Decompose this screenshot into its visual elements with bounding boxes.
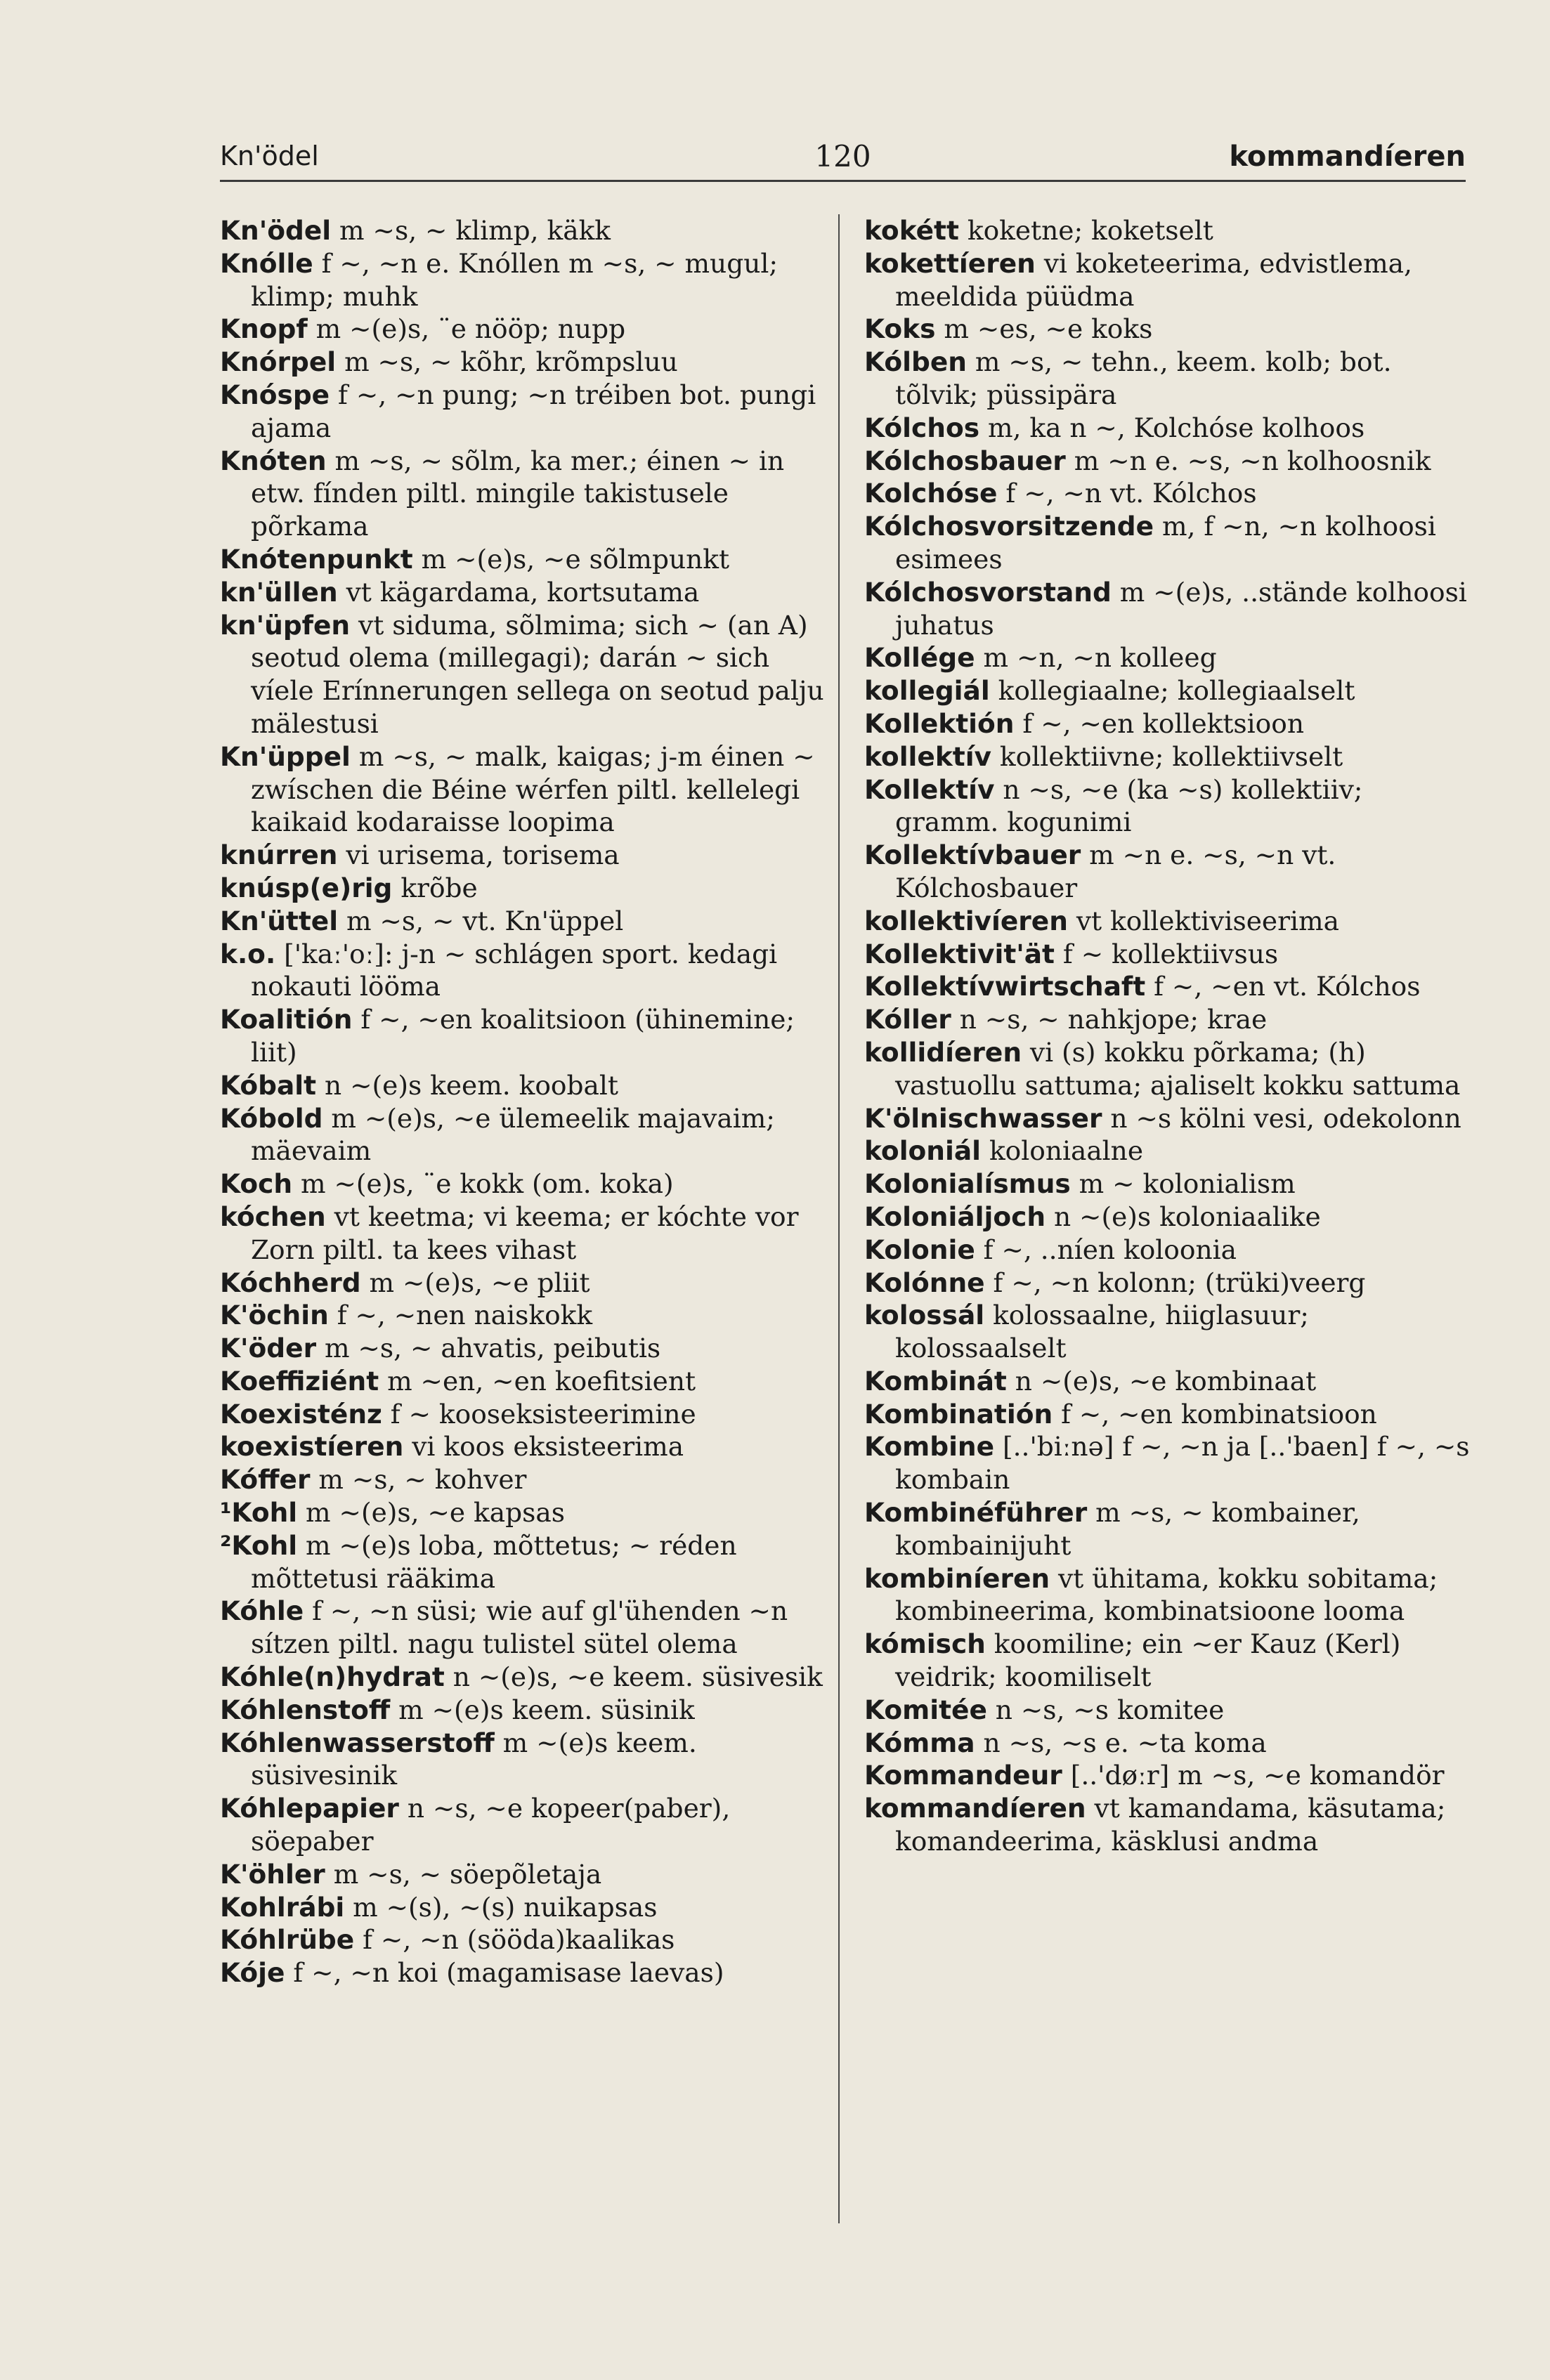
dictionary-entry	[220, 1102, 824, 1168]
dictionary-entry	[220, 1332, 824, 1365]
entry-definition: f ~, ~n vt. Kólchos	[997, 478, 1257, 509]
entry-headword: kóchen	[220, 1201, 326, 1232]
entry-definition: f ~, ~n e. Knóllen m ~s, ~ mugul; klimp; muhk	[251, 247, 778, 312]
dictionary-entry	[864, 1267, 1472, 1300]
page-header	[220, 138, 1466, 182]
entry-headword: Kóhlenstoff	[220, 1694, 391, 1725]
entry-headword: Knórpel	[220, 346, 337, 378]
entry-headword: Knopf	[220, 313, 308, 345]
dictionary-entry	[864, 412, 1472, 445]
entry-definition: f ~, ~en kombinatsioon	[1053, 1398, 1377, 1430]
entry-definition: koketne; koketselt	[958, 215, 1213, 246]
dictionary-entry	[864, 1792, 1472, 1858]
entry-definition: vi koketeerima, edvistlema, meeldida püüdma	[895, 247, 1412, 312]
entry-headword: Kólchosvorstand	[864, 576, 1112, 608]
entry-definition: f ~, ~n pung; ~n tréiben bot. pungi ajama	[251, 379, 816, 443]
entry-definition: m ~(e)s, ¨e nööp; nupp	[307, 313, 626, 345]
dictionary-entry	[220, 1529, 824, 1595]
entry-definition: m ~s, ~ söepõletaja	[325, 1858, 602, 1890]
dictionary-entry	[220, 905, 824, 938]
entry-definition: m ~(e)s keem. süsinik	[390, 1694, 695, 1725]
entry-definition: m ~(e)s, ¨e kokk (om. koka)	[292, 1168, 674, 1200]
dictionary-entry	[220, 1299, 824, 1332]
dictionary-entry	[864, 707, 1472, 740]
entry-headword: K'öchin	[220, 1300, 329, 1331]
dictionary-entry	[864, 970, 1472, 1003]
dictionary-entry	[864, 641, 1472, 674]
dictionary-entry	[220, 1956, 824, 1989]
entry-headword: Kólchos	[864, 412, 980, 443]
entry-headword: Koexisténz	[220, 1398, 382, 1430]
entry-headword: Kólchosvorsitzende	[864, 511, 1154, 542]
entry-headword: Kóbold	[220, 1102, 323, 1134]
dictionary-entry	[864, 1727, 1472, 1760]
entry-headword: kollektivíeren	[864, 905, 1068, 936]
entry-definition: m ~n, ~n kolleeg	[975, 642, 1217, 674]
entry-headword: kommandíeren	[864, 1793, 1086, 1824]
entry-headword: knúrren	[220, 839, 338, 871]
entry-definition: m ~(e)s, ~e sõlmpunkt	[412, 543, 730, 575]
dictionary-entry	[220, 1463, 824, 1496]
entry-headword: Knóten	[220, 445, 327, 476]
entry-headword: Kóller	[864, 1004, 951, 1035]
entry-definition: m ~n e. ~s, ~n kolhoosnik	[1065, 445, 1431, 476]
entry-headword: Knótenpunkt	[220, 543, 413, 575]
dictionary-entry	[864, 346, 1472, 412]
dictionary-entry	[864, 839, 1472, 905]
entry-definition: n ~s, ~s komitee	[986, 1694, 1225, 1725]
entry-definition: vt keetma; vi keema; er kóchte vor Zorn piltl. ta kees vihast	[251, 1201, 799, 1265]
entry-definition: m ~s, ~ ahvatis, peibutis	[316, 1333, 661, 1364]
entry-definition: f ~, ~n kolonn; (trüki)veerg	[984, 1267, 1366, 1298]
entry-definition: koomiline; ein ~er Kauz (Kerl) veidrik; koomiliselt	[895, 1628, 1401, 1693]
dictionary-entry	[220, 1003, 824, 1069]
entry-headword: Kollektión	[864, 707, 1015, 739]
entry-definition: n ~s, ~e (ka ~s) kollektiiv; gramm. kogunimi	[895, 773, 1363, 838]
entry-headword: Kollektivit'ät	[864, 938, 1055, 969]
dictionary-entry	[864, 1694, 1472, 1727]
dictionary-entry	[220, 1891, 824, 1924]
right-column	[864, 214, 1472, 1858]
dictionary-entry	[220, 1168, 824, 1201]
entry-headword: K'öhler	[220, 1858, 325, 1890]
entry-definition: vi koos eksisteerima	[403, 1431, 684, 1463]
dictionary-entry	[864, 1628, 1472, 1694]
entry-headword: Kollektívwirtschaft	[864, 971, 1146, 1002]
entry-headword: Koloniáljoch	[864, 1201, 1046, 1232]
entry-definition: ['kaː'oː]: j-n ~ schlágen sport. kedagi nokauti lööma	[251, 938, 778, 1002]
dictionary-entry	[864, 477, 1472, 510]
header-first-entry: Kn'ödel	[220, 140, 319, 171]
entry-definition: kolossaalne, hiiglasuur; kolossaalselt	[895, 1300, 1309, 1364]
dictionary-entry	[220, 1595, 824, 1661]
dictionary-entry	[220, 1430, 824, 1463]
entry-headword: Kombinatión	[864, 1398, 1053, 1430]
entry-headword: Kóje	[220, 1957, 285, 1989]
dictionary-entry	[220, 609, 824, 740]
dictionary-entry	[864, 1398, 1472, 1431]
entry-headword: Knóspe	[220, 379, 330, 410]
entry-headword: Kombinéführer	[864, 1497, 1088, 1529]
dictionary-entry	[220, 1661, 824, 1694]
dictionary-entry	[220, 839, 824, 872]
entry-definition: f ~ kollektiivsus	[1054, 938, 1279, 969]
entry-definition: m ~(e)s, ~e kapsas	[297, 1497, 565, 1529]
dictionary-entry	[220, 1267, 824, 1300]
dictionary-entry	[864, 1234, 1472, 1267]
dictionary-entry	[220, 313, 824, 346]
entry-definition: m ~es, ~e koks	[935, 313, 1153, 345]
entry-headword: kollektív	[864, 740, 991, 772]
entry-headword: Koalitión	[220, 1004, 353, 1035]
entry-headword: Kolonialísmus	[864, 1168, 1071, 1200]
entry-definition: n ~(e)s, ~e keem. süsivesik	[444, 1661, 823, 1693]
entry-headword: kómisch	[864, 1628, 986, 1660]
entry-definition: f ~, ~en vt. Kólchos	[1145, 971, 1421, 1002]
dictionary-entry	[220, 1727, 824, 1793]
dictionary-entry	[220, 379, 824, 445]
entry-headword: kombiníeren	[864, 1562, 1050, 1594]
entry-definition: m ~(e)s, ~e pliit	[360, 1267, 590, 1298]
column-divider	[838, 214, 840, 2223]
dictionary-entry	[220, 576, 824, 609]
entry-headword: kollegiál	[864, 675, 990, 707]
entry-headword: ²Kohl	[220, 1529, 298, 1561]
entry-definition: m ~s, ~ kohver	[310, 1464, 527, 1496]
dictionary-entry	[864, 1299, 1472, 1365]
dictionary-entry	[864, 674, 1472, 707]
entry-headword: Kn'üttel	[220, 905, 339, 936]
dictionary-entry	[864, 576, 1472, 642]
entry-headword: Kólchosbauer	[864, 445, 1066, 476]
entry-definition: f ~, ~n (sööda)kaalikas	[354, 1924, 675, 1956]
dictionary-entry	[220, 1923, 824, 1956]
dictionary-entry	[864, 1168, 1472, 1201]
entry-headword: Kolónne	[864, 1267, 985, 1298]
entry-definition: m, ka n ~, Kolchóse kolhoos	[979, 412, 1365, 443]
dictionary-entry	[864, 1562, 1472, 1628]
entry-headword: Komitée	[864, 1694, 987, 1725]
entry-definition: m ~ kolonialism	[1070, 1168, 1296, 1200]
dictionary-entry	[864, 773, 1472, 839]
entry-headword: kokétt	[864, 215, 959, 246]
entry-headword: Koeffiziént	[220, 1365, 379, 1397]
entry-definition: n ~s, ~e kopeer(paber), söepaber	[251, 1793, 731, 1857]
dictionary-entry	[864, 1759, 1472, 1792]
entry-definition: vt kollektiviseerima	[1067, 905, 1339, 936]
entry-definition: f ~, ~en kollektsioon	[1014, 707, 1304, 739]
dictionary-entry	[864, 905, 1472, 938]
entry-headword: K'öder	[220, 1333, 317, 1364]
entry-headword: Kn'üppel	[220, 740, 351, 772]
entry-definition: n ~(e)s koloniaalike	[1046, 1201, 1321, 1232]
entry-headword: Kólben	[864, 346, 967, 378]
dictionary-entry	[864, 1365, 1472, 1398]
entry-definition: vi (s) kokku põrkama; (h) vastuollu sattuma; ajaliselt kokku sattuma	[895, 1036, 1461, 1101]
dictionary-entry	[864, 1003, 1472, 1036]
dictionary-entry	[220, 543, 824, 576]
entry-definition: [..'biːnə] f ~, ~n ja [..'baen] f ~, ~s kombain	[895, 1431, 1470, 1496]
entry-headword: Kollektív	[864, 773, 995, 805]
entry-headword: Kohlrábi	[220, 1891, 345, 1923]
entry-definition: m ~s, ~ kombainer, kombainijuht	[895, 1497, 1360, 1561]
entry-definition: m ~(e)s, ..stände kolhoosi juhatus	[895, 576, 1467, 641]
entry-headword: knúsp(e)rig	[220, 872, 393, 903]
dictionary-entry	[864, 1430, 1472, 1496]
entry-definition: f ~, ~en koalitsioon (ühinemine; liit)	[251, 1004, 795, 1068]
dictionary-entry	[220, 1496, 824, 1529]
dictionary-entry	[864, 510, 1472, 576]
dictionary-entry	[864, 1201, 1472, 1234]
entry-headword: Kóchherd	[220, 1267, 361, 1298]
entry-definition: vt siduma, sõlmima; sich ~ (an A) seotud olema (millegagi); darán ~ sich víele Erínnerungen sellega on seotud palju mälestusi	[251, 609, 824, 739]
entry-headword: koexistíeren	[220, 1431, 404, 1463]
entry-headword: Kommandeur	[864, 1760, 1062, 1791]
entry-headword: Kóhlrübe	[220, 1924, 355, 1956]
dictionary-entry	[864, 740, 1472, 773]
entry-definition: vt kägardama, kortsutama	[337, 576, 700, 608]
dictionary-entry	[220, 1792, 824, 1858]
dictionary-entry	[864, 214, 1472, 247]
entry-definition: m ~s, ~ tehn., keem. kolb; bot. tõlvik; püssipära	[895, 346, 1392, 410]
entry-headword: kolossál	[864, 1300, 985, 1331]
dictionary-entry	[864, 1135, 1472, 1168]
entry-definition: n ~s kölni vesi, odekolonn	[1102, 1102, 1461, 1134]
entry-definition: m ~(e)s, ~e ülemeelik majavaim; mäevaim	[251, 1102, 775, 1167]
entry-definition: f ~, ..níen koloonia	[975, 1234, 1237, 1265]
dictionary-entry	[220, 740, 824, 839]
entry-definition: f ~, ~nen naiskokk	[328, 1300, 593, 1331]
dictionary-entry	[220, 938, 824, 1004]
dictionary-entry	[864, 445, 1472, 478]
entry-definition: n ~s, ~ nahkjope; krae	[951, 1004, 1268, 1035]
entry-headword: Kombinát	[864, 1365, 1007, 1397]
entry-definition: n ~(e)s keem. koobalt	[316, 1069, 618, 1101]
entry-definition: f ~, ~n koi (magamisase laevas)	[285, 1957, 724, 1989]
entry-definition: f ~ kooseksisteerimine	[382, 1398, 696, 1430]
entry-definition: m ~s, ~ malk, kaigas; j-m éinen ~ zwíschen die Béine wérfen piltl. kellelegi kaikaid kodaraisse loopima	[251, 740, 815, 838]
dictionary-entry	[220, 1858, 824, 1891]
entry-definition: m ~(s), ~(s) nuikapsas	[344, 1891, 658, 1923]
entry-headword: Kóffer	[220, 1464, 311, 1496]
entry-definition: vt ühitama, kokku sobitama; kombineerima, kombinatsioone looma	[895, 1562, 1438, 1627]
entry-definition: f ~, ~n süsi; wie auf gl'ühenden ~n sítzen piltl. nagu tulistel sütel olema	[251, 1595, 788, 1660]
entry-headword: Kóhle	[220, 1595, 304, 1627]
entry-headword: Knólle	[220, 247, 313, 279]
entry-headword: ¹Kohl	[220, 1497, 298, 1529]
entry-headword: Kóhle(n)hydrat	[220, 1661, 445, 1693]
entry-headword: Kóhlenwasserstoff	[220, 1727, 495, 1758]
entry-headword: K'ölnischwasser	[864, 1102, 1102, 1134]
entry-headword: Kóhlepapier	[220, 1793, 399, 1824]
dictionary-entry	[220, 1201, 824, 1267]
entry-definition: m ~(e)s loba, mõttetus; ~ réden mõttetusi rääkima	[251, 1529, 737, 1594]
entry-headword: Kolonie	[864, 1234, 975, 1265]
dictionary-entry	[220, 247, 824, 313]
entry-definition: n ~s, ~s e. ~ta koma	[975, 1727, 1267, 1758]
entry-definition: m ~s, ~ vt. Kn'üppel	[338, 905, 624, 936]
entry-headword: kn'üllen	[220, 576, 338, 608]
entry-headword: k.o.	[220, 938, 276, 969]
entry-definition: m ~n e. ~s, ~n vt. Kólchosbauer	[895, 839, 1336, 903]
entry-headword: kn'üpfen	[220, 609, 351, 641]
dictionary-entry	[864, 1102, 1472, 1135]
dictionary-entry	[864, 938, 1472, 971]
entry-definition: n ~(e)s, ~e kombinaat	[1006, 1365, 1317, 1397]
dictionary-entry	[864, 247, 1472, 313]
dictionary-entry	[220, 872, 824, 905]
entry-headword: Koch	[220, 1168, 293, 1200]
dictionary-entry	[220, 214, 824, 247]
dictionary-entry	[864, 1496, 1472, 1562]
entry-headword: Kombine	[864, 1431, 995, 1463]
page-number: 120	[814, 139, 871, 174]
entry-headword: Kóbalt	[220, 1069, 317, 1101]
entry-definition: krõbe	[392, 872, 478, 903]
entry-definition: m ~(e)s keem. süsivesinik	[251, 1727, 697, 1791]
entry-definition: m ~s, ~ sõlm, ka mer.; éinen ~ in etw. fínden piltl. mingile takistusele põrkama	[251, 445, 785, 542]
dictionary-entry	[220, 1365, 824, 1398]
entry-headword: Kómma	[864, 1727, 975, 1758]
dictionary-entry	[220, 1398, 824, 1431]
entry-definition: kollegiaalne; kollegiaalselt	[989, 675, 1355, 707]
entry-definition: m ~en, ~en koefitsient	[379, 1365, 696, 1397]
entry-headword: Kollége	[864, 642, 975, 674]
entry-headword: kokettíeren	[864, 247, 1036, 279]
left-column	[220, 214, 824, 1989]
entry-definition: koloniaalne	[981, 1135, 1144, 1167]
entry-headword: Koks	[864, 313, 936, 345]
entry-headword: Kollektívbauer	[864, 839, 1081, 871]
dictionary-entry	[220, 346, 824, 379]
entry-headword: koloniál	[864, 1135, 982, 1167]
entry-definition: m, f ~n, ~n kolhoosi esimees	[895, 511, 1436, 575]
entry-definition: vt kamandama, käsutama; komandeerima, käsklusi andma	[895, 1793, 1446, 1857]
entry-definition: vi urisema, torisema	[337, 839, 620, 871]
dictionary-entry	[220, 1694, 824, 1727]
dictionary-entry	[864, 1036, 1472, 1102]
entry-headword: Kn'ödel	[220, 215, 332, 246]
entry-headword: Kolchóse	[864, 478, 998, 509]
entry-definition: m ~s, ~ kõhr, krõmpsluu	[336, 346, 678, 378]
entry-definition: [..'døːr] m ~s, ~e komandör	[1062, 1760, 1445, 1791]
entry-definition: m ~s, ~ klimp, käkk	[331, 215, 611, 246]
dictionary-entry	[220, 1069, 824, 1102]
header-last-entry: kommandíeren	[1229, 140, 1466, 173]
entry-headword: kollidíeren	[864, 1036, 1022, 1068]
entry-definition: kollektiivne; kollektiivselt	[991, 740, 1343, 772]
dictionary-entry	[864, 313, 1472, 346]
dictionary-entry	[220, 445, 824, 543]
